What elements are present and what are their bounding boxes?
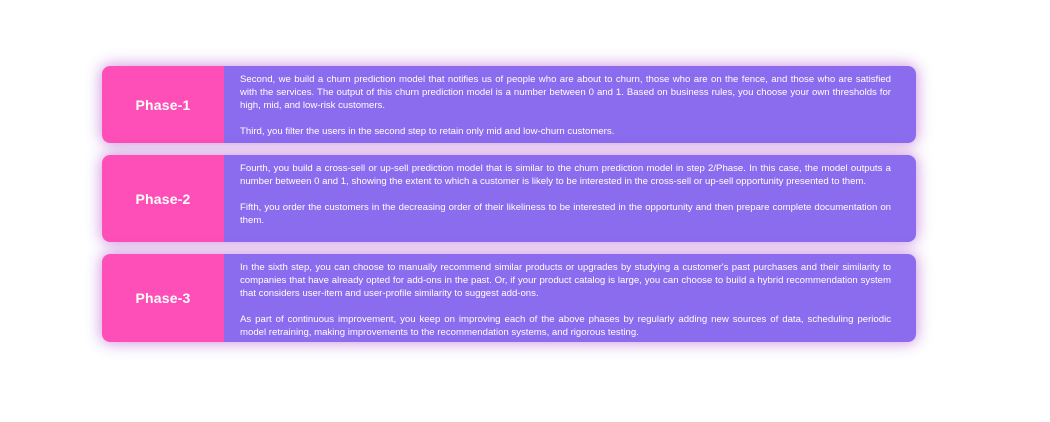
phase-row-1: [102, 66, 916, 143]
phase-row-2: [102, 155, 916, 242]
phase-description: [224, 66, 916, 143]
phase-label-box: [102, 155, 224, 242]
phase-paragraph: Second, we build a churn prediction model that notifies us of people who are about to churn, those who are on the fence, and those who are satisfied with the services. The output of this churn prediction model is a number between 0 and 1. Based on business rules, you choose your own thresholds for high, mid, and low-risk customers.: [240, 74, 891, 111]
phase-paragraph: In the sixth step, you can choose to manually recommend similar products or upgrades by studying a customer's past purchases and their similarity to companies that have already opted for add-ons in the past. Or, if your product catalog is large, you can choose to build a hybrid recommendation system that considers user-item and user-profile similarity to suggest add-ons.: [240, 262, 891, 299]
phase-label: Phase-2: [135, 190, 191, 207]
phase-label-box: [102, 254, 224, 342]
phase-paragraph: Fifth, you order the customers in the decreasing order of their likeliness to be interested in the opportunity and then prepare complete documentation on them.: [240, 202, 891, 226]
phase-paragraph: Fourth, you build a cross-sell or up-sell prediction model that is similar to the churn prediction model in step 2/Phase. In this case, the model outputs a number between 0 and 1, showing the extent to which a customer is likely to be interested in the cross-sell or up-sell opportunity presented to them.: [240, 163, 891, 187]
phase-label: Phase-1: [135, 96, 191, 113]
phase-description: [224, 254, 916, 342]
phase-label-box: [102, 66, 224, 143]
phase-row-3: [102, 254, 916, 342]
phase-paragraph: Third, you filter the users in the second step to retain only mid and low-churn customers.: [240, 126, 615, 137]
phase-description: [224, 155, 916, 242]
phase-label: Phase-3: [135, 290, 191, 306]
phase-paragraph: As part of continuous improvement, you keep on improving each of the above phases by regularly adding new sources of data, scheduling periodic model retraining, making improvements to the recommendation systems, and rigorous testing.: [240, 314, 891, 338]
